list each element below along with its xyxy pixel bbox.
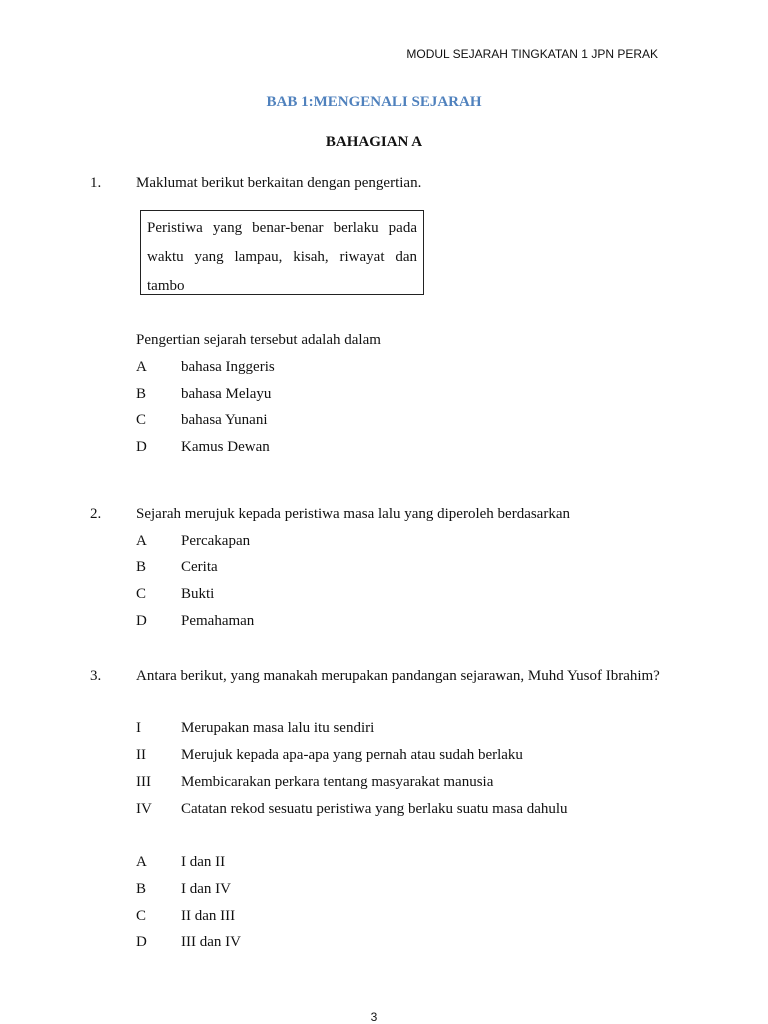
question-1-text: Maklumat berikut berkaitan dengan pengertian. bbox=[136, 175, 422, 191]
q2-option-text: Percakapan bbox=[181, 533, 251, 549]
q2-option-letter: B bbox=[136, 559, 147, 575]
q3-statement-text: Catatan rekod sesuatu peristiwa yang berlaku suatu masa dahulu bbox=[181, 801, 568, 817]
section-title: BAHAGIAN A bbox=[325, 134, 423, 150]
q3-option-letter: C bbox=[136, 908, 147, 924]
q3-option-text: II dan III bbox=[181, 908, 236, 924]
q3-option-letter: A bbox=[136, 854, 147, 870]
question-1-number: 1. bbox=[90, 175, 102, 191]
q2-option-text: Cerita bbox=[181, 559, 218, 575]
q2-option-text: Bukti bbox=[181, 586, 215, 602]
chapter-title: BAB 1:MENGENALI SEJARAH bbox=[266, 94, 482, 110]
question-1-stem: Pengertian sejarah tersebut adalah dalam bbox=[136, 332, 381, 348]
q3-option-text: III dan IV bbox=[181, 934, 241, 950]
q1-option-letter: A bbox=[136, 359, 147, 375]
q3-option-letter: B bbox=[136, 881, 147, 897]
q3-statement-numeral: I bbox=[136, 720, 141, 736]
q3-option-text: I dan IV bbox=[181, 881, 231, 897]
q3-statement-text: Membicarakan perkara tentang masyarakat manusia bbox=[181, 774, 494, 790]
q1-option-text: bahasa Yunani bbox=[181, 412, 268, 428]
q3-statement-text: Merujuk kepada apa-apa yang pernah atau sudah berlaku bbox=[181, 747, 523, 763]
question-2-number: 2. bbox=[90, 506, 102, 522]
question-3-number: 3. bbox=[90, 668, 102, 684]
q2-option-letter: D bbox=[136, 613, 147, 629]
q3-statement-numeral: IV bbox=[136, 801, 152, 817]
q2-option-letter: C bbox=[136, 586, 147, 602]
q1-option-letter: B bbox=[136, 386, 147, 402]
q3-statement-numeral: II bbox=[136, 747, 146, 763]
page-number: 3 bbox=[370, 1010, 378, 1024]
q3-option-letter: D bbox=[136, 934, 147, 950]
q3-option-text: I dan II bbox=[181, 854, 226, 870]
q1-option-letter: D bbox=[136, 439, 147, 455]
q2-option-letter: A bbox=[136, 533, 147, 549]
q1-option-text: bahasa Inggeris bbox=[181, 359, 275, 375]
q1-option-text: Kamus Dewan bbox=[181, 439, 270, 455]
question-3-text: Antara berikut, yang manakah merupakan pandangan sejarawan, Muhd Yusof Ibrahim? bbox=[136, 668, 660, 684]
q1-option-letter: C bbox=[136, 412, 147, 428]
q3-statement-numeral: III bbox=[136, 774, 151, 790]
q1-option-text: bahasa Melayu bbox=[181, 386, 272, 402]
question-1-info-box: Peristiwa yang benar-benar berlaku pada waktu yang lampau, kisah, riwayat dan tambo bbox=[140, 210, 424, 295]
q2-option-text: Pemahaman bbox=[181, 613, 255, 629]
question-2-text: Sejarah merujuk kepada peristiwa masa lalu yang diperoleh berdasarkan bbox=[136, 506, 570, 522]
q3-statement-text: Merupakan masa lalu itu sendiri bbox=[181, 720, 375, 736]
running-header: MODUL SEJARAH TINGKATAN 1 JPN PERAK bbox=[406, 47, 658, 61]
